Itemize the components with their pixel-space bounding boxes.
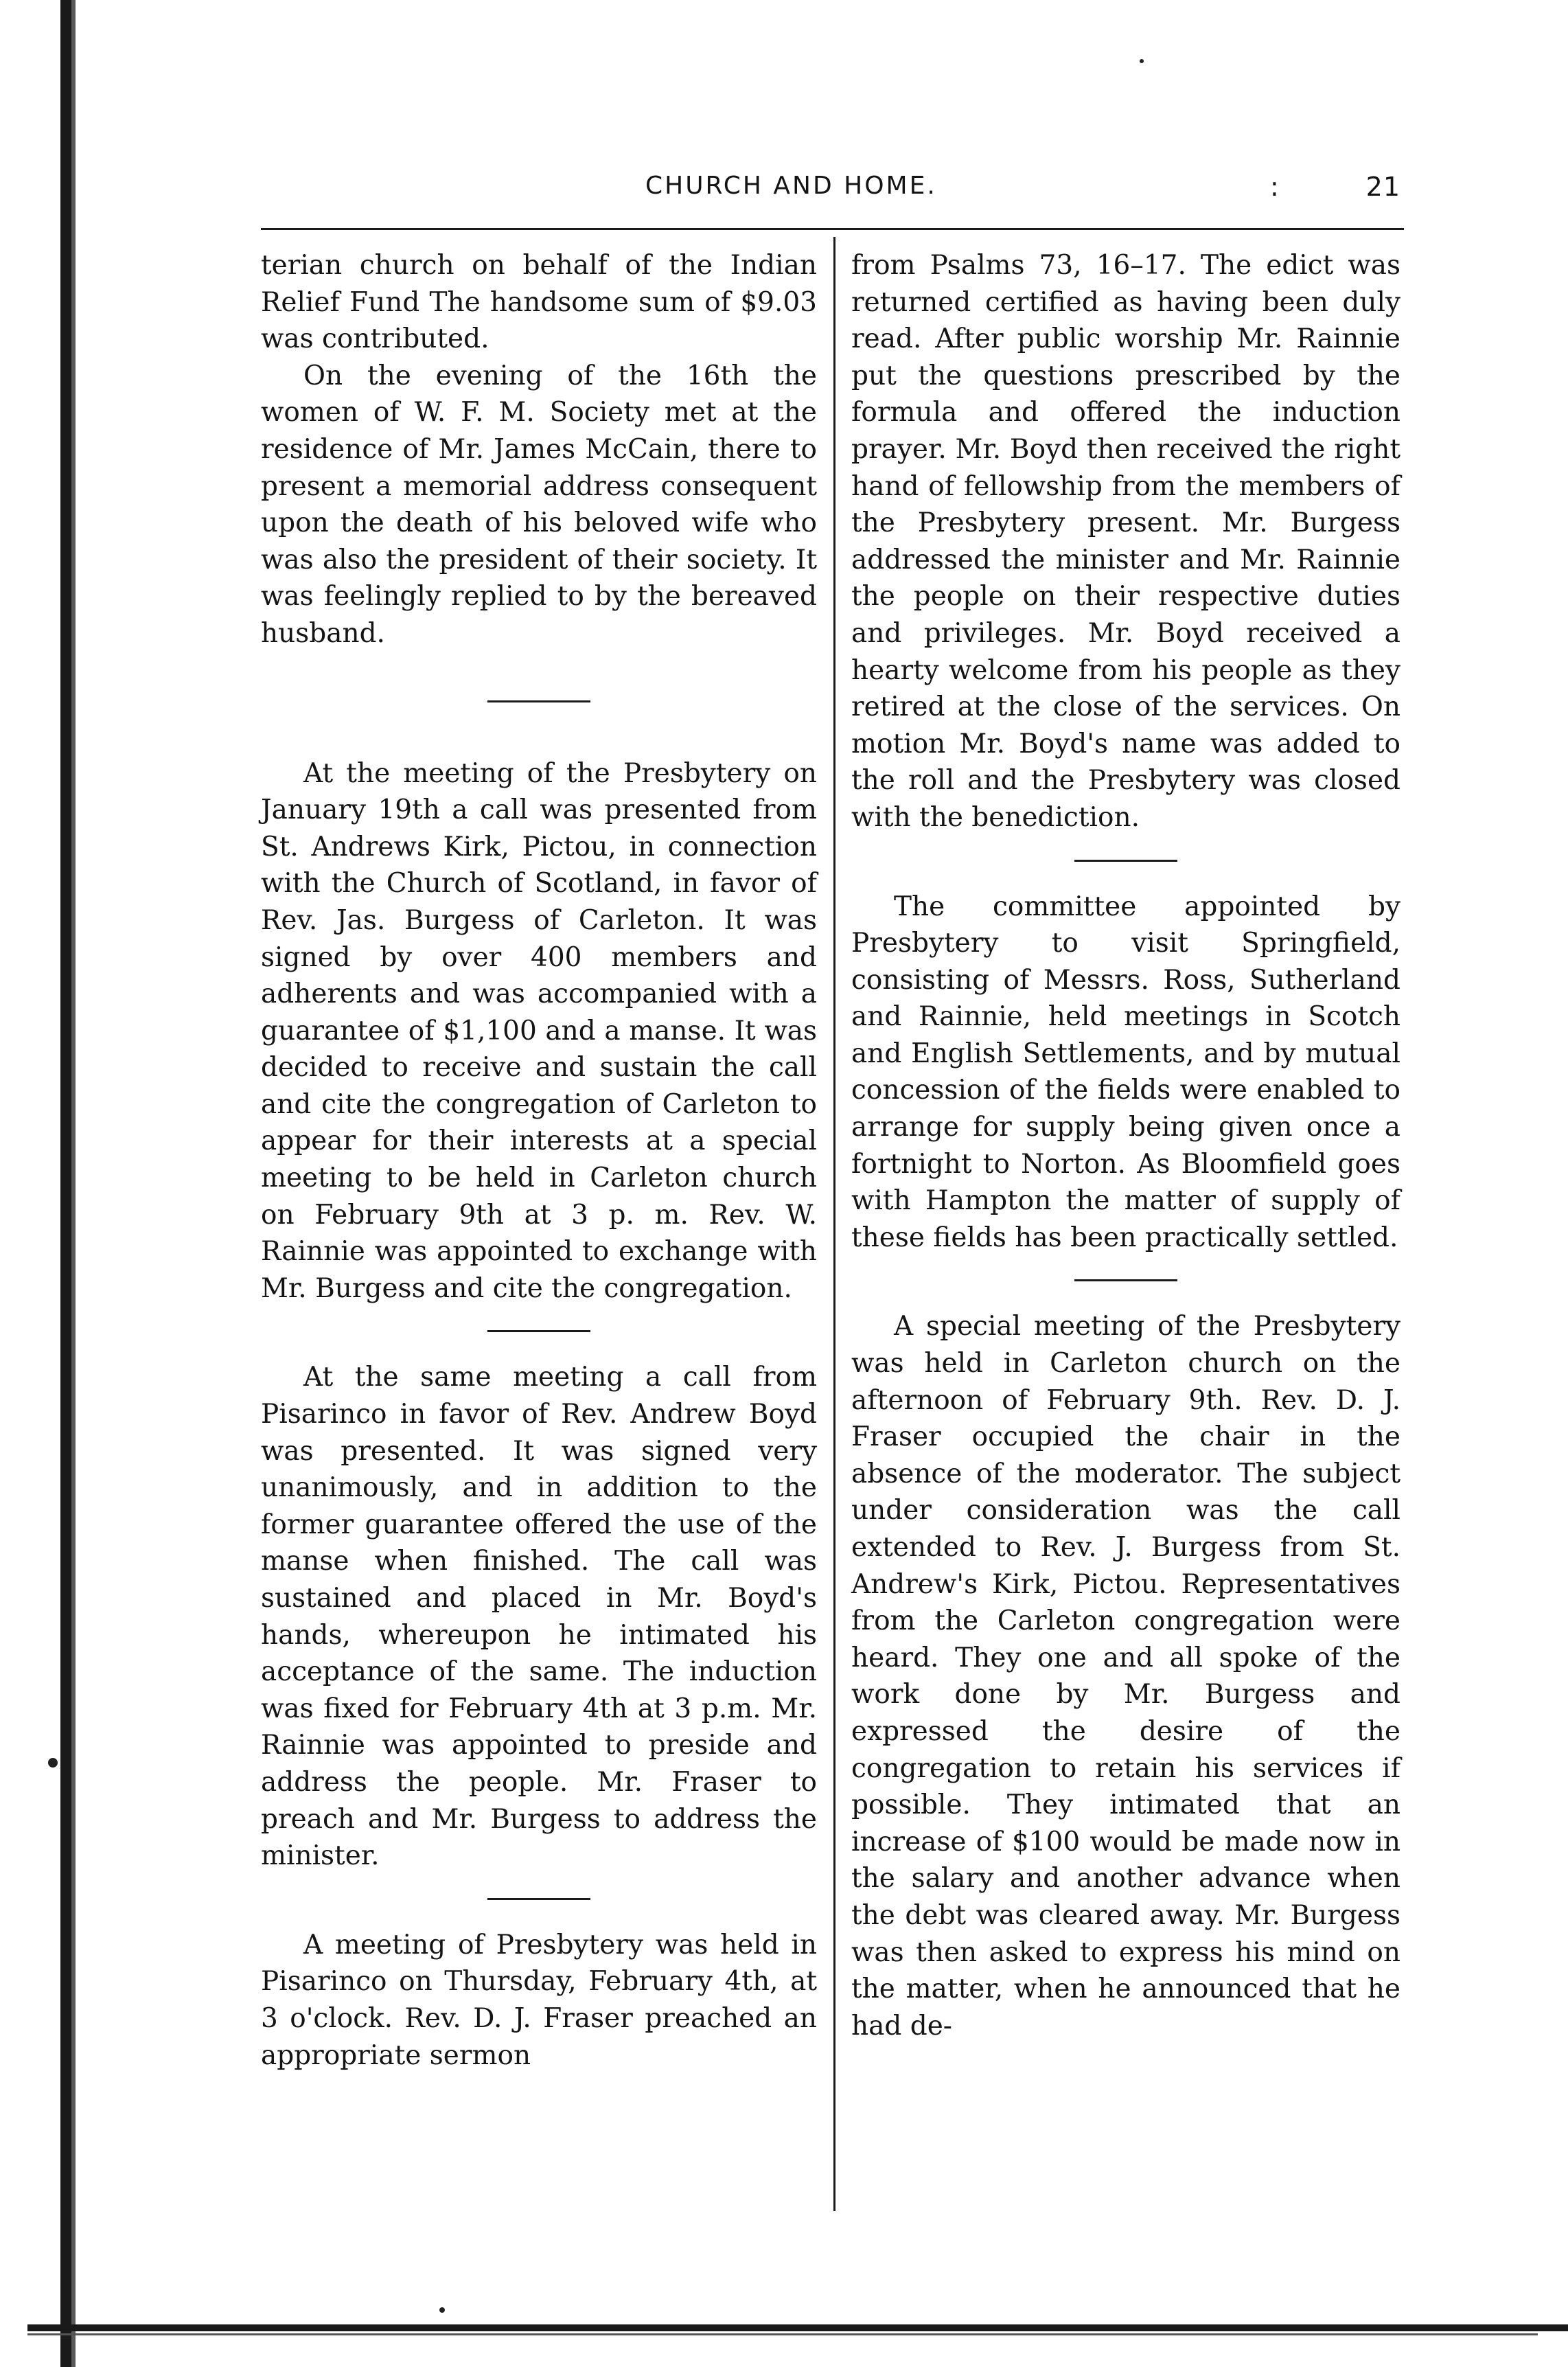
scan-speck bbox=[48, 1758, 58, 1768]
header-rule bbox=[261, 228, 1404, 230]
section-separator bbox=[261, 673, 817, 735]
right-paragraph-2: The committee appointed by Presbytery to visit Springfield, consisting of Messrs. Ross, Sutherland and Rainnie, held meetings in Scotch and English Settlements, and by mutual concession of the fields were enabled to arrange for supply being given once a fortnight to Norton. As Bloomfield goes with Hampton the matter of supply of these fields has been practically settled. bbox=[851, 891, 1400, 1253]
page-number: 21 bbox=[1365, 172, 1400, 202]
scan-binding-edge bbox=[60, 0, 71, 2367]
running-title: CHURCH AND HOME. bbox=[645, 172, 937, 200]
scan-bottom-edge bbox=[27, 2324, 1568, 2331]
left-column bbox=[261, 247, 817, 2074]
left-paragraph-5: A meeting of Presbytery was held in Pisarinco on Thursday, February 4th, at 3 o'clock. Rev. D. J. Fraser preached an appropriate sermon bbox=[261, 1929, 817, 2071]
section-separator bbox=[851, 851, 1400, 869]
scan-speck bbox=[439, 2307, 445, 2313]
left-paragraph-4: At the same meeting a call from Pisarinco in favor of Rev. Andrew Boyd was presented. It was signed very unanimously, and in addition to the former guarantee offered the use of the manse when finished. The call was sustained and placed in Mr. Boyd's hands, whereupon he intimated his acceptance of the same. The induction was fixed for February 4th at 3 p.m. Mr. Rainnie was appointed to preside and address the people. Mr. Fraser to preach and Mr. Burgess to address the minister. bbox=[261, 1362, 817, 1872]
running-header bbox=[645, 172, 1414, 213]
right-column bbox=[851, 247, 1400, 2044]
right-paragraph-1: from Psalms 73, 16–17. The edict was returned certified as having been duly read. After public worship Mr. Rainnie put the questions prescribed by the formula and offered the induction prayer. Mr. Boyd then received the right hand of fellowship from the members of the Presbytery present. Mr. Burgess addressed the minister and Mr. Rainnie the people on their respective duties and privileges. Mr. Boyd received a hearty welcome from his people as they retired at the close of the services. On motion Mr. Boyd's name was added to the roll and the Presbytery was closed with the benediction. bbox=[851, 250, 1400, 833]
section-separator bbox=[851, 1271, 1400, 1289]
left-paragraph-1: terian church on behalf of the Indian Relief Fund The handsome sum of $9.03 was contributed. bbox=[261, 250, 817, 355]
scan-speck bbox=[1140, 59, 1144, 63]
left-paragraph-3: At the meeting of the Presbytery on January 19th a call was presented from St. Andrews Kirk, Pictou, in connection with the Church of Scotland, in favor of Rev. Jas. Burgess of Carleton. It was signed by over 400 members and adherents and was accompanied with a guarantee of $1,100 and a manse. It was decided to receive and sustain the call and cite the congregation of Carleton to appear for their interests at a special meeting to be held in Carleton church on February 9th at 3 p. m. Rev. W. Rainnie was appointed to exchange with Mr. Burgess and cite the congregation. bbox=[261, 757, 817, 1304]
scan-binding-shadow bbox=[71, 0, 76, 2367]
right-paragraph-3: A special meeting of the Presbytery was held in Carleton church on the afternoon of February 9th. Rev. D. J. Fraser occupied the chair in the absence of the moderator. The subject under consideration was the call extended to Rev. J. Burgess from St. Andrew's Kirk, Pictou. Representatives from the Carleton congregation were heard. They one and all spoke of the work done by Mr. Burgess and expressed the desire of the congregation to retain his services if possible. They intimated that an increase of $100 would be made now in the salary and another advance when the debt was cleared away. Mr. Burgess was then asked to express his mind on the matter, when he announced that he had de- bbox=[851, 1311, 1400, 2042]
section-separator bbox=[261, 1322, 817, 1340]
column-divider bbox=[833, 237, 835, 2211]
left-paragraph-2: On the evening of the 16th the women of W. F. M. Society met at the residence of Mr. James McCain, there to present a memorial address consequent upon the death of his beloved wife who was also the president of their society. It was feelingly replied to by the bereaved husband. bbox=[261, 360, 817, 649]
section-separator bbox=[261, 1890, 817, 1908]
scan-bottom-edge-shadow bbox=[27, 2333, 1538, 2335]
header-colon: : bbox=[1270, 172, 1279, 202]
